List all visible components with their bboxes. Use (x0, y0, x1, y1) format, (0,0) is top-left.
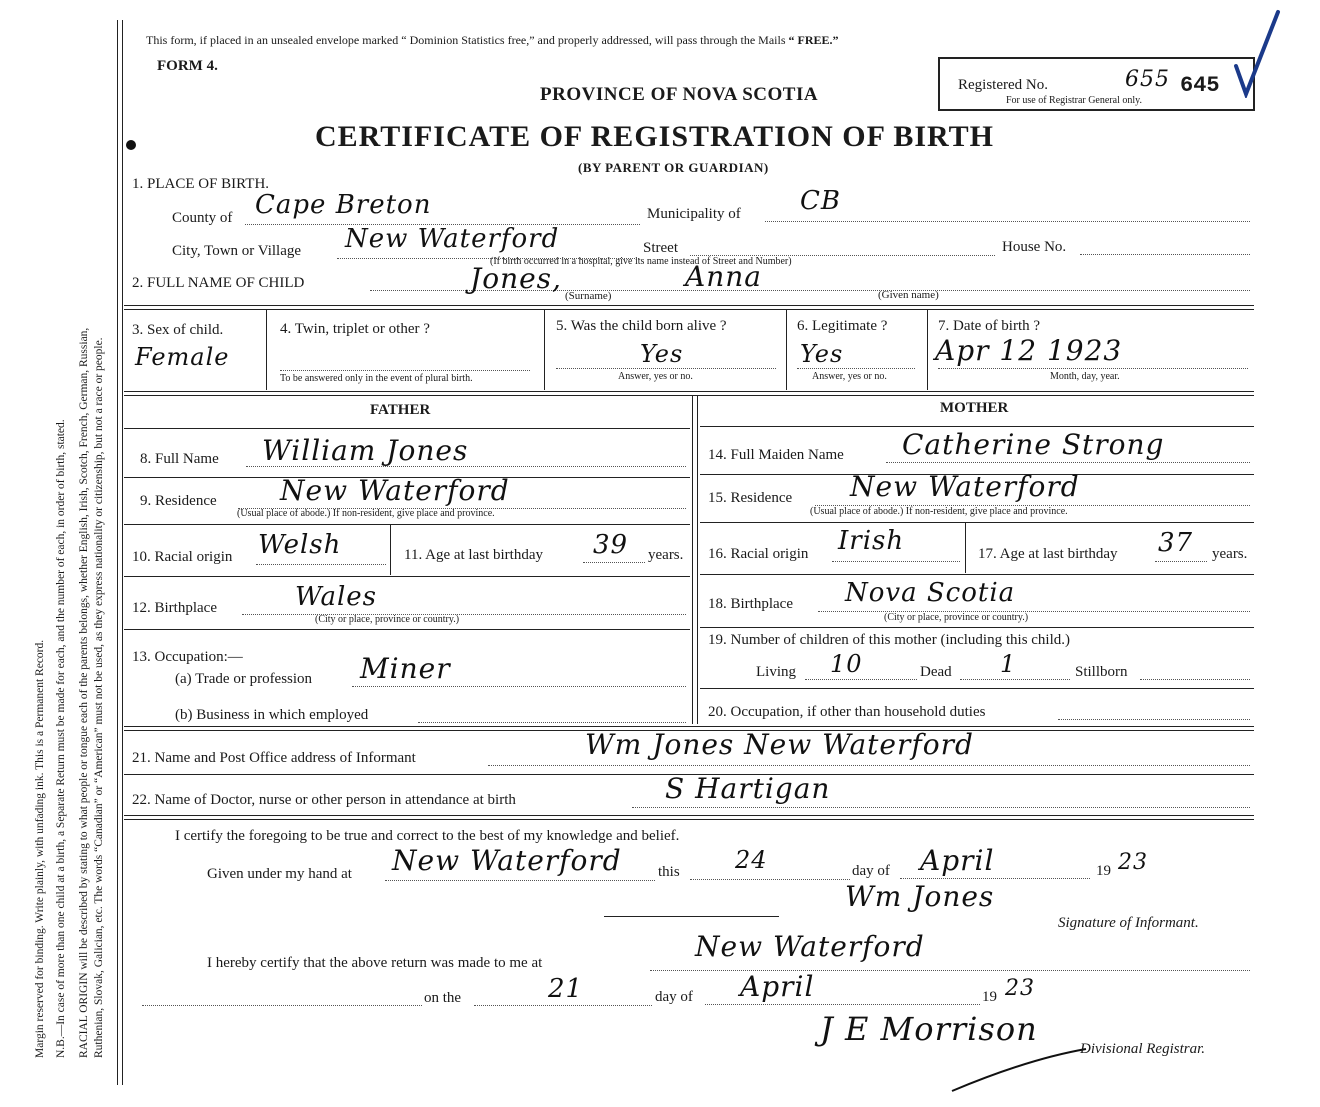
registered-handwritten: 655 (1125, 67, 1170, 92)
registrar-note: For use of Registrar General only. (1006, 95, 1142, 106)
informant-value: Wm Jones New Waterford (585, 728, 974, 761)
city-value: New Waterford (345, 224, 560, 254)
mother-occupation-label: 20. Occupation, if other than household duties (708, 704, 986, 720)
this-label: this (658, 864, 680, 880)
year-value: 23 (1118, 850, 1148, 875)
mother-age-unit: years. (1212, 546, 1248, 562)
return-year-prefix: 19 (982, 989, 997, 1005)
father-residence-note: (Usual place of abode.) If non-resident, give place and province. (237, 508, 495, 519)
margin-note-3: RACIAL ORIGIN will be described by stating to what people or tongue each of the parents belongs, whether English, Irish, Scotch, French, German, Russian, (78, 327, 90, 1058)
signature-flourish (950, 1045, 1090, 1095)
binding-rule-2 (122, 20, 123, 1085)
alive-note: Answer, yes or no. (618, 371, 693, 382)
legitimate-label: 6. Legitimate ? (797, 318, 888, 334)
father-age-unit: years. (648, 547, 684, 563)
sex-label: 3. Sex of child. (132, 322, 224, 338)
mother-heading: MOTHER (940, 400, 1009, 416)
place-of-birth-label: 1. PLACE OF BIRTH. (132, 176, 270, 192)
stillborn-label: Stillborn (1075, 664, 1128, 680)
mother-birthplace-label: 18. Birthplace (708, 596, 793, 612)
father-occupation-label: 13. Occupation:— (132, 649, 243, 665)
sex-value: Female (135, 343, 230, 371)
father-name-label: 8. Full Name (140, 451, 219, 467)
mother-residence-note: (Usual place of abode.) If non-resident, give place and province. (810, 506, 1068, 517)
mother-age-value: 37 (1158, 528, 1194, 558)
dead-value: 1 (1000, 650, 1017, 678)
divisional-registrar-label: Divisional Registrar. (1080, 1041, 1206, 1057)
certificate-subtitle: (BY PARENT OR GUARDIAN) (578, 160, 769, 175)
mother-residence-label: 15. Residence (708, 490, 793, 506)
father-heading: FATHER (370, 402, 431, 418)
dead-label: Dead (920, 664, 952, 680)
living-value: 10 (830, 650, 863, 678)
father-age-label: 11. Age at last birthday (404, 547, 543, 563)
punch-hole (126, 140, 136, 150)
registered-label: Registered No. (958, 77, 1048, 93)
child-surname-value: Jones, (470, 262, 562, 295)
registered-stamp: 645 (1180, 73, 1220, 98)
mother-racial-value: Irish (838, 526, 905, 556)
father-birthplace-label: 12. Birthplace (132, 600, 217, 616)
county-label: County of (172, 210, 233, 226)
doctor-label: 22. Name of Doctor, nurse or other person in attendance at birth (132, 792, 516, 808)
county-value: Cape Breton (255, 190, 432, 220)
informant-signature: Wm Jones (845, 880, 995, 913)
children-count-label: 19. Number of children of this mother (including this child.) (708, 632, 1071, 648)
city-label: City, Town or Village (172, 243, 302, 259)
mother-name-label: 14. Full Maiden Name (708, 447, 844, 463)
day-of-label: day of (852, 863, 890, 879)
certify-statement: I certify the foregoing to be true and correct to the best of my knowledge and belief. (175, 828, 680, 844)
return-label: I hereby certify that the above return was made to me at (207, 955, 543, 971)
hospital-note: (If birth occurred in a hospital, give its name instead of Street and Number) (490, 256, 792, 267)
father-racial-label: 10. Racial origin (132, 549, 233, 565)
child-name-label: 2. FULL NAME OF CHILD (132, 275, 305, 291)
trade-value: Miner (360, 652, 451, 685)
living-label: Living (756, 664, 796, 680)
return-place-value: New Waterford (695, 930, 925, 963)
municipality-value: CB (800, 186, 841, 216)
province-heading: PROVINCE OF NOVA SCOTIA (540, 84, 819, 105)
doctor-value: S Hartigan (665, 772, 831, 805)
year-prefix: 19 (1096, 863, 1111, 879)
binding-rule (117, 20, 118, 1085)
dob-value: Apr 12 1923 (935, 334, 1123, 367)
form-number: FORM 4. (157, 58, 218, 74)
on-the-label: on the (424, 990, 462, 1006)
mother-residence-value: New Waterford (850, 470, 1080, 503)
father-age-value: 39 (593, 530, 629, 560)
alive-value: Yes (640, 340, 684, 368)
mail-free: “ FREE.” (788, 33, 839, 47)
child-given-value: Anna (685, 260, 762, 293)
check-mark-icon (1232, 8, 1282, 98)
mother-age-label: 17. Age at last birthday (978, 546, 1118, 562)
mother-birthplace-value: Nova Scotia (845, 578, 1016, 608)
trade-label: (a) Trade or profession (175, 671, 313, 687)
mother-birthplace-note: (City or place, province or country.) (884, 612, 1029, 623)
twin-note: To be answered only in the event of plural birth. (280, 373, 473, 384)
twin-label: 4. Twin, triplet or other ? (280, 321, 430, 337)
dob-note: Month, day, year. (1050, 371, 1120, 382)
signature-of-informant-label: Signature of Informant. (1058, 915, 1199, 931)
father-name-value: William Jones (262, 434, 469, 467)
municipality-label: Municipality of (647, 206, 741, 222)
legitimate-value: Yes (800, 340, 844, 368)
father-residence-label: 9. Residence (140, 493, 217, 509)
surname-note: (Surname) (565, 290, 612, 302)
mother-racial-label: 16. Racial origin (708, 546, 809, 562)
registrar-signature: J E Morrison (820, 1010, 1038, 1048)
margin-note-1: Margin reserved for binding. Write plainly, with unfading ink. This is a Permanent Record. (34, 639, 46, 1058)
certificate-title: CERTIFICATE OF REGISTRATION OF BIRTH (315, 120, 994, 153)
street-label: Street (643, 240, 678, 256)
registered-box (938, 57, 1255, 111)
mail-notice: This form, if placed in an unsealed envelope marked “ Dominion Statistics free,” and properly addressed, will pass through the Mails “ FREE.” (146, 33, 839, 47)
given-place-value: New Waterford (392, 844, 622, 877)
return-year-value: 23 (1005, 976, 1035, 1001)
informant-label: 21. Name and Post Office address of Informant (132, 750, 416, 766)
return-month-value: April (740, 970, 815, 1003)
return-day-of-label: day of (655, 989, 693, 1005)
given-under-label: Given under my hand at (207, 866, 352, 882)
father-birthplace-note: (City or place, province or country.) (315, 614, 460, 625)
alive-label: 5. Was the child born alive ? (556, 318, 727, 334)
legitimate-note: Answer, yes or no. (812, 371, 887, 382)
business-label: (b) Business in which employed (175, 707, 369, 723)
given-name-note: (Given name) (878, 289, 939, 301)
father-racial-value: Welsh (258, 530, 342, 560)
day-value: 24 (735, 846, 768, 874)
house-no-label: House No. (1002, 239, 1067, 255)
mother-name-value: Catherine Strong (902, 428, 1165, 461)
margin-note-4: Ruthenian, Slovak, Galician, etc. The words “Canadian” or “American” must not be used, as they express nationality or citizenship, but not a race or people. (93, 337, 105, 1058)
father-birthplace-value: Wales (295, 582, 378, 612)
return-day-value: 21 (548, 974, 584, 1004)
margin-note-2: N.B.—In case of more than one child at a birth, a Separate Return must be made for each, and the number of each, in order of birth, stated. (55, 419, 67, 1058)
month-value: April (920, 844, 995, 877)
dob-label: 7. Date of birth ? (938, 318, 1041, 334)
father-residence-value: New Waterford (280, 474, 510, 507)
